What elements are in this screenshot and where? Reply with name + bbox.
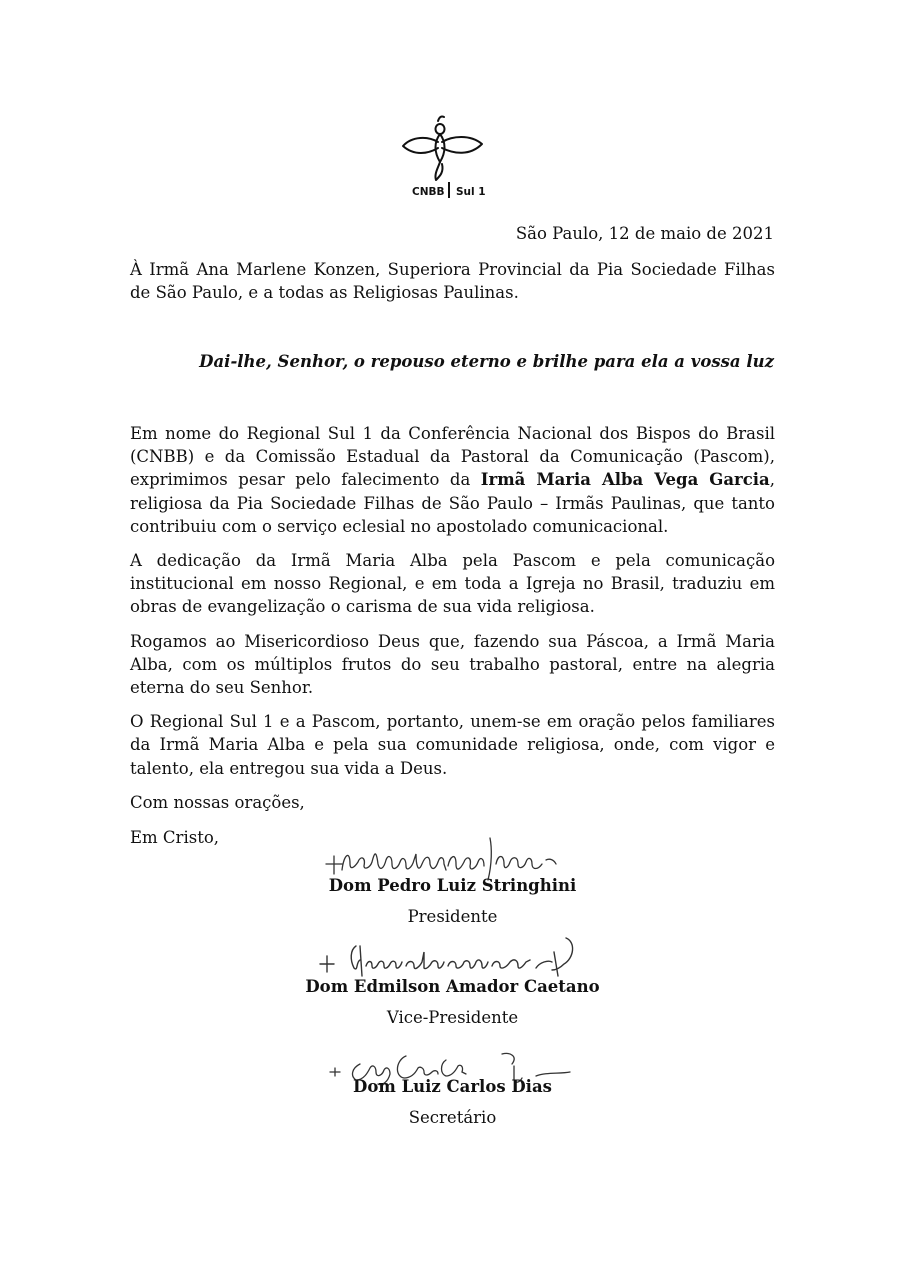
signatory-2 [300, 977, 605, 1027]
paragraph-3: Rogamos ao Misericordioso Deus que, fazendo sua Páscoa, a Irmã Maria Alba, com os múltiplos frutos do seu trabalho pastoral, entre na alegria eterna do seu Senhor. [130, 631, 775, 698]
signatory-2-role: Vice-Presidente [386, 1008, 519, 1027]
signatory-3 [300, 1077, 605, 1127]
logo-org-text: CNBB [412, 186, 445, 198]
closing-line-2: Em Cristo, [130, 828, 220, 848]
signatory-2-name: Dom Edmilson Amador Caetano [305, 977, 600, 996]
signatory-1-role: Presidente [407, 907, 498, 926]
paragraph-1-after: , religiosa da Pia Sociedade Filhas de São Paulo – Irmãs Paulinas, que tanto contribuiu com o serviço eclesial no apostolado comunicacional. [130, 470, 775, 536]
logo-region-text: Sul 1 [456, 186, 486, 198]
logo-divider [448, 182, 450, 198]
paragraph-1-highlight: Irmã Maria Alba Vega Garcia [480, 470, 770, 490]
signature-1-handwriting [320, 834, 580, 882]
paragraph-1-before: Em nome do Regional Sul 1 da Conferência Nacional dos Bispos do Brasil (CNBB) e da Comissão Estadual da Pastoral da Comunicação (Pascom), exprimimos pesar pelo falecimento da [130, 424, 775, 490]
closing-line-1: Com nossas orações, [130, 792, 305, 812]
letter-date: São Paulo, 12 de maio de 2021 [515, 224, 774, 243]
letter-epigraph: Dai-lhe, Senhor, o repouso eterno e brilhe para ela a vossa luz [199, 352, 774, 371]
signatory-1-name: Dom Pedro Luiz Stringhini [328, 876, 577, 895]
letter-body [130, 422, 775, 861]
paragraph-2: A dedicação da Irmã Maria Alba pela Pascom e pela comunicação institucional em nosso Regional, e em toda a Igreja no Brasil, traduziu em obras de evangelização o carisma de sua vida religiosa. [130, 551, 775, 617]
paragraph-4: O Regional Sul 1 e a Pascom, portanto, unem-se em oração pelos familiares da Irmã Maria Alba e pela sua comunidade religiosa, onde, com vigor e talento, ela entregou sua vida a Deus. [130, 712, 775, 778]
letter-addressee: À Irmã Ana Marlene Konzen, Superiora Provincial da Pia Sociedade Filhas de São Paulo, e a todas as Religiosas Paulinas. [130, 260, 775, 302]
dove-icon [398, 112, 488, 184]
cnbb-logo [398, 112, 488, 202]
signatory-1 [300, 876, 605, 926]
signatory-3-name: Dom Luiz Carlos Dias [353, 1077, 552, 1096]
paragraph-1 [130, 422, 775, 538]
signatory-3-role: Secretário [408, 1108, 497, 1127]
